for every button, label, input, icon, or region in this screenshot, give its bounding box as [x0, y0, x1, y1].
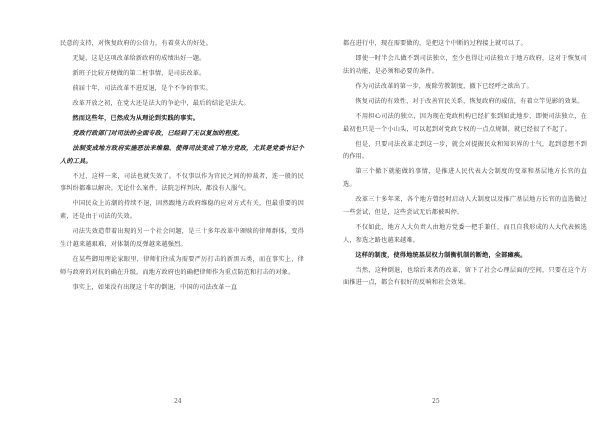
- paragraph: 改革三十多年来，各个地方曾经时启动人大制度以及推广基层地方长官的直选做过一些尝试，但是，这些尝试无后都被叫停。: [343, 196, 587, 216]
- paragraph: 改革开放之初，在党大还是法大的争论中，最后的结论是法大。: [72, 99, 250, 107]
- paragraph: 都在进行中，现在需要做的，是把这个中断的过程接上就可以了。: [343, 40, 527, 47]
- paragraph: 作为司法改革的第一步，废除劳教制度，撤下已经呼之欲出了。: [355, 82, 533, 90]
- paragraph: 第三个撤下就能做的事情，是推进人民代表大会制度的变革和基层地方长官的直选。: [343, 168, 587, 189]
- paragraph: 司法失效造带着出现的另一个社会问题，是三十多年改革中颁赎的律师群体，变得生计越来越艰难，对体制的反弹越来越强烈。: [60, 228, 304, 249]
- paragraph: 民意的支持，对恢复政府的公信力，有着莫大的好处。: [60, 40, 213, 47]
- paragraph: 无疑，这是这项改革给新政府的成绩出好一题。: [72, 54, 206, 62]
- paragraph: 新班子比较方便做的第二桩事情，是司法改革。: [72, 69, 206, 77]
- paragraph: 中国民众上访潮的持续不退，固然跟地方政府维稳的应对方式有关，但最重要的因素，还是由于司法的失效。: [60, 200, 304, 221]
- paragraph: 然而这些年，已然成为从理论到实践的事实。: [72, 114, 200, 122]
- paragraph: 但是，只要司法改革走到这一步，就会对提振民众和知识界的士气，起到意想不到的作用。: [343, 140, 587, 161]
- paragraph: 不用担心司法的独立，因为现在党政机构已经扩张到如此地步，即便司法独立，在最初也只是一个小山头，可以起到对党政专权的一点点规制，就已经很了不起了。: [343, 112, 587, 133]
- paragraph: 党政行政部门对司法的全面专政，已经到了无以复加的程度。: [72, 129, 244, 137]
- paragraph: 恢复司法的有效性，对于改善官民关系，恢复政府的威信，有着立竿见影的效果。: [355, 97, 584, 105]
- paragraph: 法制变成地方政府实施恶法来维稳、使得司法变成了地方党政，尤其是党委书记个人的工具。: [60, 144, 304, 165]
- left-page-number: 24: [174, 398, 182, 405]
- paragraph: 当然，这种倒退，也给后来者的改革，留下了社会心理层面的空间，只要在这个方面推进一点，都会有很好的反响和社会效果。: [343, 266, 587, 287]
- paragraph: 事实上，如果没有出现这十年的倒退，中国的司法改革一直: [72, 283, 238, 291]
- right-page-number: 25: [432, 398, 440, 405]
- left-page: [60, 38, 304, 297]
- paragraph: 即使一时半会儿做不到司法独立，至少也得让司法独立于地方政府，这对于恢复司法的功能，是必须和必要的条件。: [343, 54, 587, 75]
- paragraph: 这样的制度，使得地统基层权力制衡机制的断绝，全部瘫痪。: [355, 251, 527, 259]
- right-page: [343, 38, 587, 292]
- paragraph: 不过，这样一来，司法也就失效了。不仅事以作为官民之间的仲裁者，连一般的民事纠纷都难以解决。无论什么案件，法院怎样判决，都没有人服气。: [60, 172, 304, 193]
- paragraph: 不仅如此，地方人大负责人由地方党委一把手兼任，而且自我形成的人大代表候选人，参选之路也越来越难。: [343, 223, 587, 244]
- paragraph: 前届十年，司法改革不进反退，是个不争的事实。: [72, 84, 212, 92]
- paragraph: 在某些御用理论家眼里，律师们往成为需要严厉打击的新黑五类，而在事实上，律师与政府的对抗的确在升级，而地方政府也的确把律师作为重点防范和打击的对象。: [60, 256, 304, 276]
